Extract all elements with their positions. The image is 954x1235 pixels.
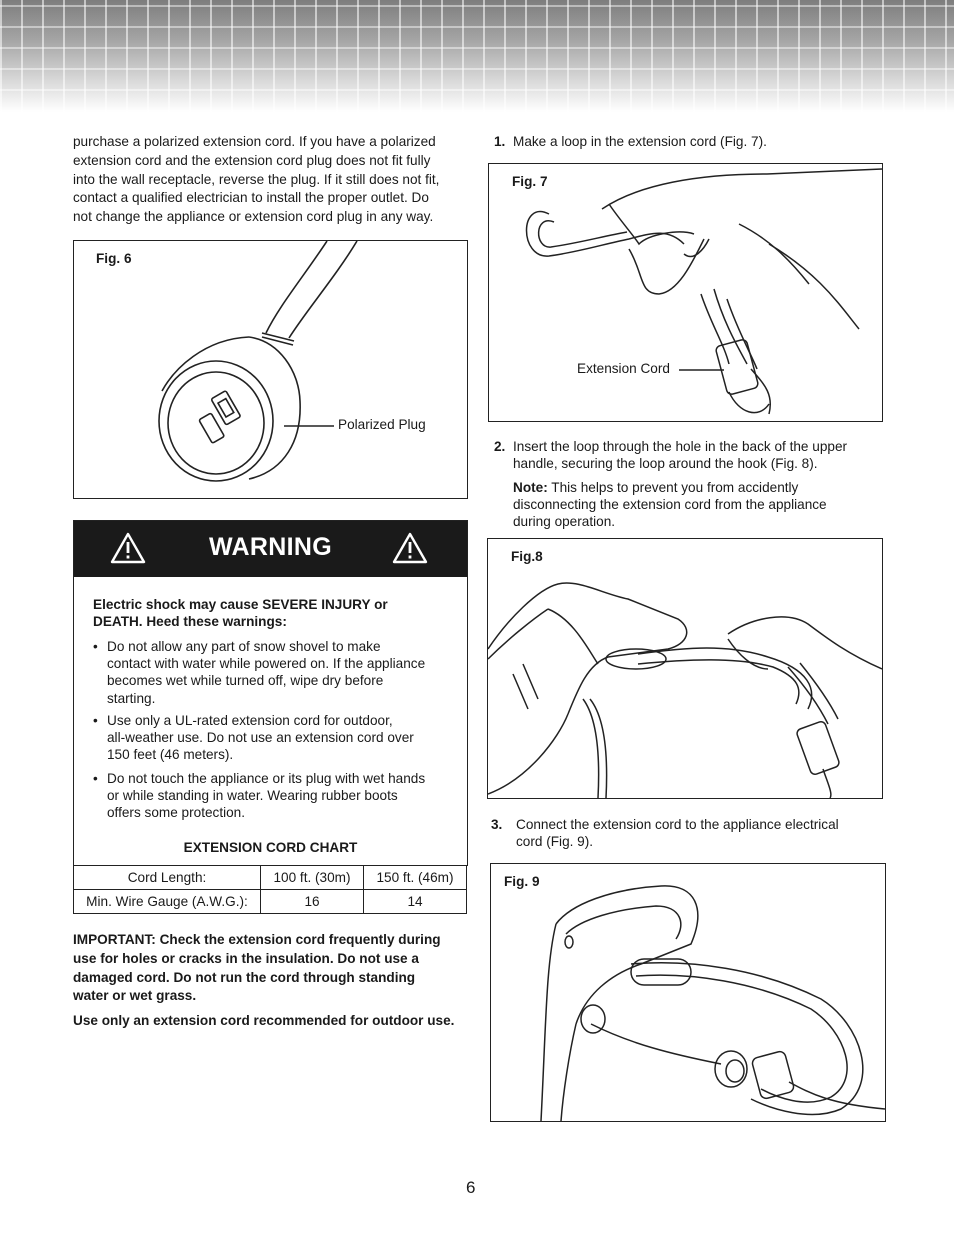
table-cell: 100 ft. (30m) <box>261 866 364 890</box>
warning-box <box>73 520 468 866</box>
extension-cord-chart-title: EXTENSION CORD CHART <box>183 840 358 855</box>
warning-triangle-icon <box>392 532 428 564</box>
important-paragraph: IMPORTANT: Check the extension cord frequently during use for holes or cracks in the insulation. Do not use a damaged cord. Do not run the cord through standing water or wet grass. <box>73 932 441 1004</box>
table-cell: 14 <box>364 890 467 914</box>
intro-paragraph: purchase a polarized extension cord. If you have a polarized extension cord and the extension cord plug does not fit fully into the wall receptacle, reverse the plug. If it still does not fit, contact a qualified electrician to install the proper outlet. Do not change the appliance or extension cord plug in any way. <box>73 134 440 225</box>
extension-cord-chart <box>73 865 467 914</box>
figure-7-label: Fig. 7 <box>512 174 548 189</box>
extension-cord-callout: Extension Cord <box>577 361 670 376</box>
table-cell: Cord Length: <box>74 866 261 890</box>
step-1: 1. Make a loop in the extension cord (Fig. 7). <box>494 134 767 149</box>
header-band <box>0 0 954 112</box>
figure-8-label: Fig.8 <box>511 549 543 564</box>
page-number: 6 <box>466 1178 476 1197</box>
warning-intro: Electric shock may cause SEVERE INJURY or DEATH. Heed these warnings: <box>93 597 388 630</box>
figure-6 <box>73 240 468 499</box>
polarized-plug-illustration <box>74 241 467 498</box>
warning-title: WARNING <box>209 533 332 561</box>
table-row <box>74 866 467 890</box>
table-cell: 150 ft. (46m) <box>364 866 467 890</box>
warning-header <box>74 521 467 577</box>
table-cell: Min. Wire Gauge (A.W.G.): <box>74 890 261 914</box>
table-cell: 16 <box>261 890 364 914</box>
polarized-plug-callout: Polarized Plug <box>338 417 426 432</box>
warning-bullet: • Use only a UL-rated extension cord for outdoor, all-weather use. Do not use an extension cord over 150 feet (46 meters). <box>93 713 414 763</box>
figure-8 <box>487 538 883 799</box>
warning-bullet: • Do not touch the appliance or its plug with wet hands or while standing in water. Wearing rubber boots offers some protection. <box>93 771 426 821</box>
step-2: 2. Insert the loop through the hole in the back of the upper handle, securing the loop around the hook (Fig. 8). <box>494 439 848 472</box>
hand-loop-illustration <box>489 164 882 421</box>
handle-hook-illustration <box>488 539 882 798</box>
outdoor-cord-note: Use only an extension cord recommended for outdoor use. <box>73 1013 455 1028</box>
step-3: 3. Connect the extension cord to the appliance electrical cord (Fig. 9). <box>491 817 839 850</box>
figure-7 <box>488 163 883 422</box>
figure-9 <box>490 863 886 1122</box>
note-paragraph: Note: This helps to prevent you from accidently disconnecting the extension cord from the appliance during operation. <box>513 480 827 530</box>
cord-connection-illustration <box>491 864 885 1121</box>
table-row <box>74 890 467 914</box>
figure-9-label: Fig. 9 <box>504 874 540 889</box>
warning-bullet: • Do not allow any part of snow shovel to make contact with water while powered on. If the appliance becomes wet while turned off, wipe dry before starting. <box>93 639 426 706</box>
figure-6-label: Fig. 6 <box>96 251 132 266</box>
